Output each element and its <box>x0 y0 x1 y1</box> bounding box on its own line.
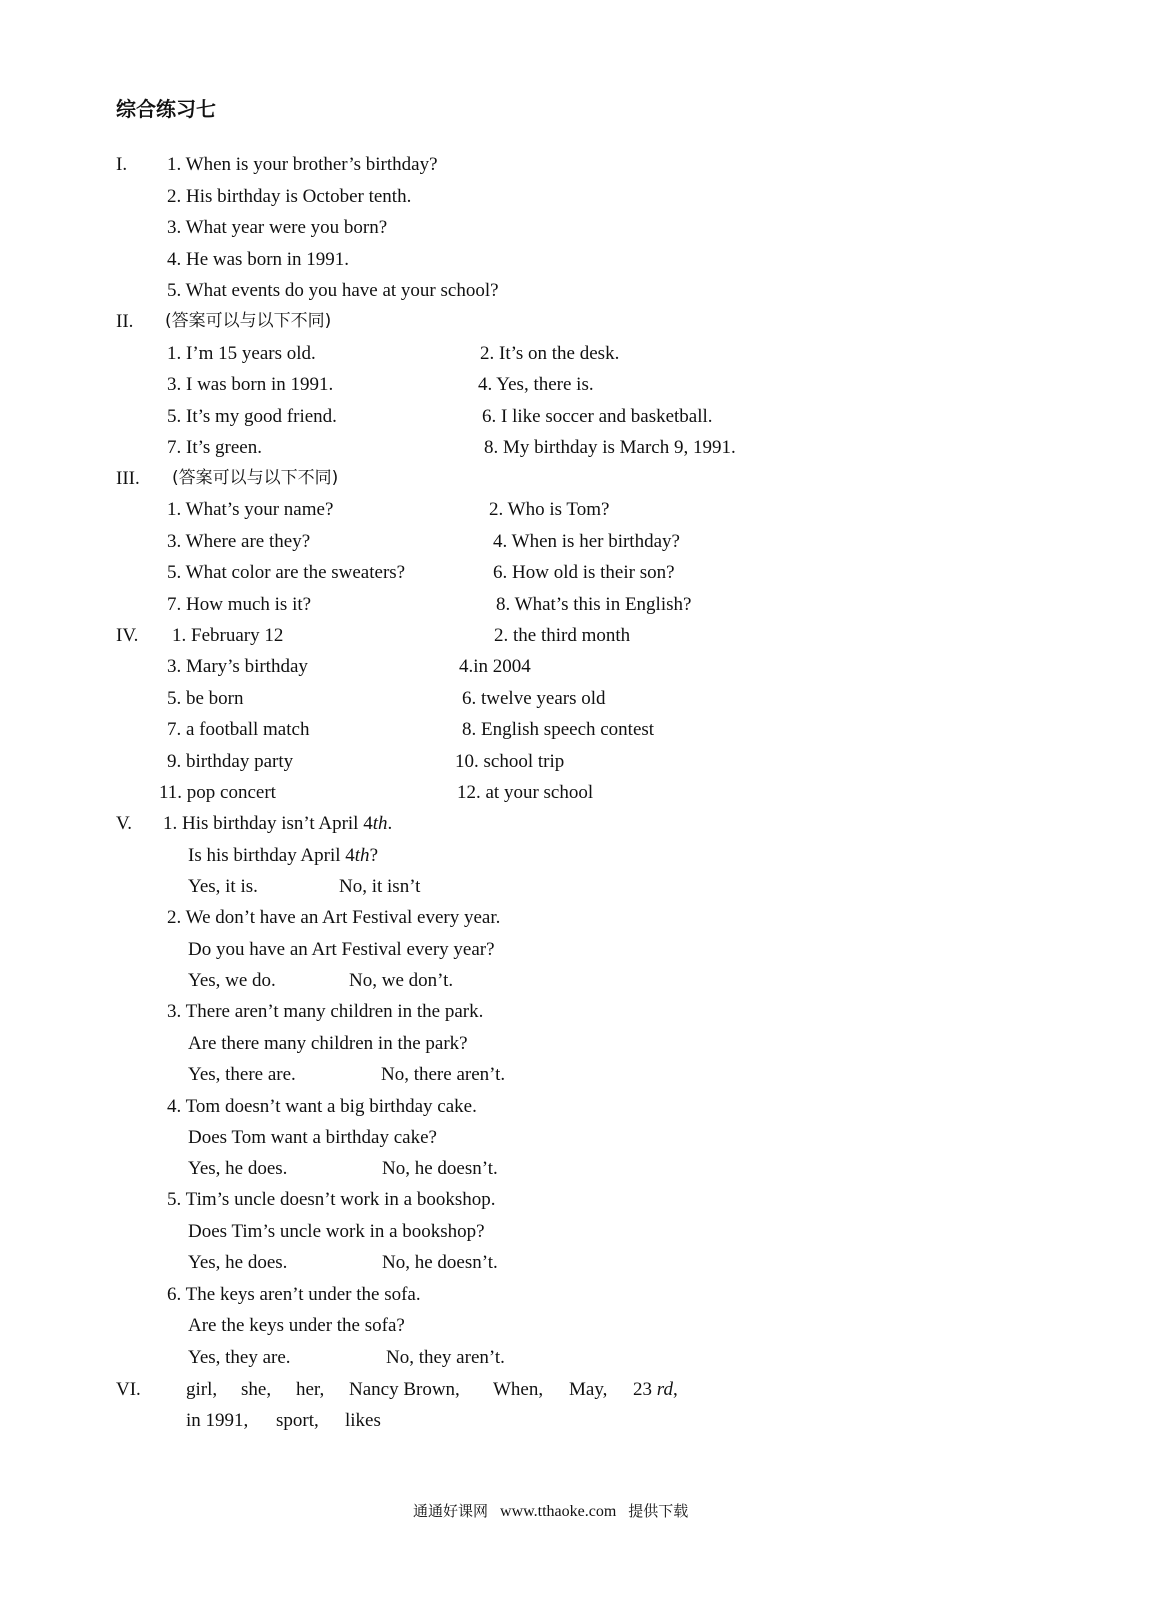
answer-line: 3. I was born in 1991. <box>167 374 334 395</box>
footer-site: 通通好课网 <box>413 1502 489 1520</box>
answer-line: 5. What events do you have at your school? <box>167 280 499 301</box>
section-note: (答案可以与以下不同) <box>165 311 332 331</box>
answer-line: No, it isn’t <box>339 876 421 897</box>
answer-line: 11. pop concert <box>159 782 276 803</box>
keyword: sport, <box>276 1410 319 1431</box>
page-title: 综合练习七 <box>116 97 216 121</box>
answer-line: 8. English speech contest <box>462 719 655 740</box>
answer-line: 4. He was born in 1991. <box>167 249 350 270</box>
section-number: VI. <box>116 1379 141 1400</box>
answer-line: 2. It’s on the desk. <box>480 343 620 364</box>
answer-line: Yes, it is. <box>188 876 258 897</box>
answer-line: 1. His birthday isn’t April 4th. <box>163 813 393 834</box>
answer-line: 3. Where are they? <box>167 531 311 552</box>
answer-line: 6. The keys aren’t under the sofa. <box>167 1284 421 1305</box>
answer-line: 7. It’s green. <box>167 437 262 458</box>
answer-line: 1. I’m 15 years old. <box>167 343 316 364</box>
answer-line: 3. Mary’s birthday <box>167 656 308 677</box>
answer-line: 5. What color are the sweaters? <box>167 562 406 583</box>
answer-line: Do you have an Art Festival every year? <box>188 939 495 960</box>
answer-line: Does Tim’s uncle work in a bookshop? <box>188 1221 485 1242</box>
keyword: Nancy Brown, <box>349 1379 460 1400</box>
answer-line: 2. His birthday is October tenth. <box>167 186 412 207</box>
answer-line: No, he doesn’t. <box>382 1252 498 1273</box>
section-number: II. <box>116 311 134 332</box>
answer-line: 1. When is your brother’s birthday? <box>167 154 438 175</box>
answer-line: 4. Tom doesn’t want a big birthday cake. <box>167 1096 477 1117</box>
answer-line: 3. There aren’t many children in the park. <box>167 1001 484 1022</box>
answer-line: 7. How much is it? <box>167 594 312 615</box>
answer-line: No, we don’t. <box>349 970 454 991</box>
answer-line: Are the keys under the sofa? <box>188 1315 405 1336</box>
answer-line: 5. Tim’s uncle doesn’t work in a bookshop. <box>167 1189 496 1210</box>
section-number: IV. <box>116 625 139 646</box>
answer-line: 9. birthday party <box>167 751 294 772</box>
keyword: her, <box>296 1379 325 1400</box>
footer-note: 提供下载 <box>628 1502 689 1520</box>
answer-line: 2. We don’t have an Art Festival every year. <box>167 907 501 928</box>
answer-line: 5. be born <box>167 688 244 709</box>
answer-line: Does Tom want a birthday cake? <box>188 1127 437 1148</box>
answer-line: Yes, there are. <box>188 1064 296 1085</box>
keyword: When, <box>493 1379 544 1400</box>
answer-line: 8. What’s this in English? <box>496 594 692 615</box>
answer-line: 12. at your school <box>457 782 594 803</box>
answer-line: 3. What year were you born? <box>167 217 388 238</box>
footer-url[interactable]: www.tthaoke.com <box>500 1503 617 1520</box>
keyword: in 1991, <box>186 1410 249 1431</box>
section-number: III. <box>116 468 140 489</box>
answer-line: 1. February 12 <box>172 625 284 646</box>
answer-line: Yes, he does. <box>188 1252 288 1273</box>
answer-line: 2. Who is Tom? <box>489 499 610 520</box>
answer-line: No, there aren’t. <box>381 1064 506 1085</box>
answer-line: Is his birthday April 4th? <box>188 845 378 866</box>
answer-line: Yes, we do. <box>188 970 276 991</box>
answer-line: 6. I like soccer and basketball. <box>482 406 713 427</box>
keyword: she, <box>241 1379 272 1400</box>
answer-line: Yes, he does. <box>188 1158 288 1179</box>
answer-line: Are there many children in the park? <box>188 1033 468 1054</box>
answer-line: 4. Yes, there is. <box>478 374 594 395</box>
answer-line: 10. school trip <box>455 751 565 772</box>
answer-line: 8. My birthday is March 9, 1991. <box>484 437 736 458</box>
answer-line: Yes, they are. <box>188 1347 291 1368</box>
answer-line: 7. a football match <box>167 719 310 740</box>
keyword: likes <box>345 1410 381 1431</box>
answer-line: 5. It’s my good friend. <box>167 406 337 427</box>
answer-line: 4.in 2004 <box>459 656 531 677</box>
keyword: girl, <box>186 1379 218 1400</box>
section-note: (答案可以与以下不同) <box>172 468 339 488</box>
answer-line: 2. the third month <box>494 625 631 646</box>
keyword: 23 rd, <box>633 1379 678 1400</box>
answer-line: No, he doesn’t. <box>382 1158 498 1179</box>
keyword: May, <box>569 1379 608 1400</box>
answer-line: 1. What’s your name? <box>167 499 334 520</box>
answer-line: 6. How old is their son? <box>493 562 675 583</box>
answer-line: 4. When is her birthday? <box>493 531 680 552</box>
answer-line: 6. twelve years old <box>462 688 606 709</box>
section-number: V. <box>116 813 133 834</box>
footer <box>413 1500 688 1521</box>
section-number: I. <box>116 154 128 175</box>
answer-line: No, they aren’t. <box>386 1347 505 1368</box>
